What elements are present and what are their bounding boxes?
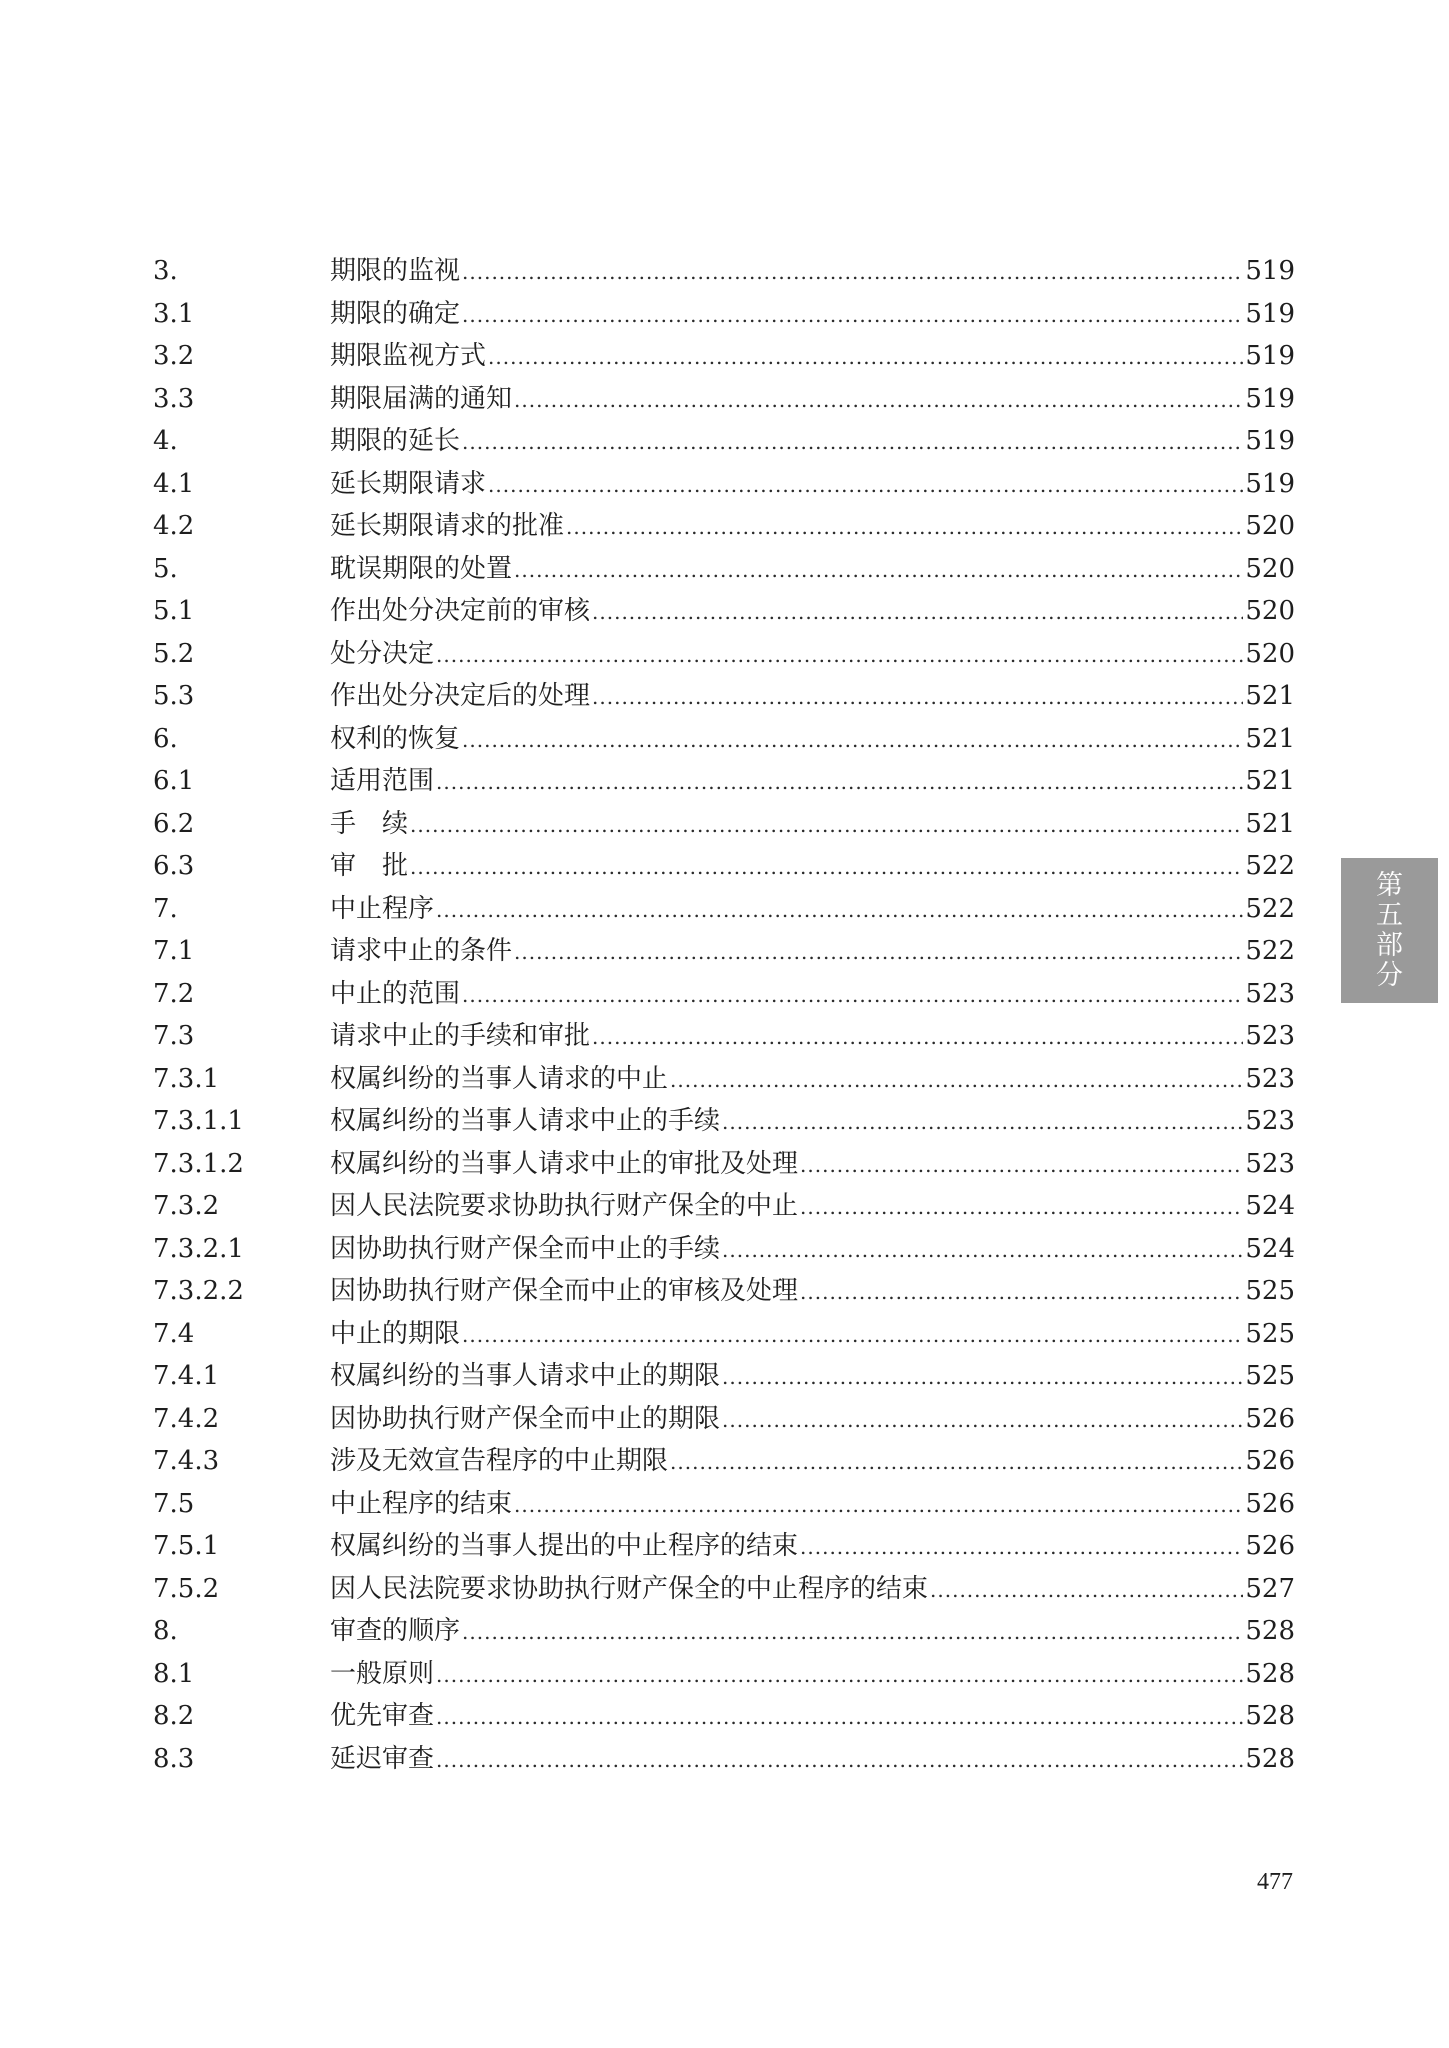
toc-entry-line [330,1653,1295,1697]
toc-entry-line [330,1568,1295,1612]
toc-entry-title: 审查的顺序 [330,1610,462,1653]
toc-entry-line [330,1483,1295,1527]
toc-entry-title: 权属纠纷的当事人请求中止的审批及处理 [330,1143,800,1186]
toc-entry[interactable] [0,1610,1449,1653]
toc-entry-line [330,420,1295,464]
toc-entry-page: 525 [1245,1361,1295,1391]
toc-entry-page: 524 [1245,1233,1295,1264]
toc-entry-line [330,1525,1295,1569]
toc-entry-number: 7.4.3 [153,1446,220,1476]
toc-entry-page: 523 [1245,1106,1295,1136]
toc-entry-line [330,888,1295,932]
toc-entry-number: 7.4.2 [153,1403,220,1434]
toc-entry[interactable] [0,845,1449,888]
toc-entry-number: 7. [153,893,178,924]
toc-entry-line [330,378,1295,422]
toc-dot-leader [514,931,1243,974]
toc-entry-number: 7.3.2 [153,1191,220,1221]
toc-entry[interactable] [0,1653,1449,1696]
toc-entry-number: 7.2 [153,978,195,1009]
toc-entry-page: 524 [1245,1191,1295,1221]
toc-entry-page: 521 [1245,723,1295,754]
table-of-contents [0,250,1449,1780]
toc-entry-title: 因协助执行财产保全而中止的审核及处理 [330,1270,800,1313]
toc-entry-page: 520 [1245,596,1295,626]
toc-entry[interactable] [0,1185,1449,1228]
toc-entry-line [330,1695,1295,1739]
toc-entry-line [330,1610,1295,1654]
toc-entry-line [330,1143,1295,1187]
toc-entry[interactable] [0,463,1449,506]
toc-entry-title: 权属纠纷的当事人请求中止的期限 [330,1355,722,1398]
toc-entry-page: 523 [1245,1063,1295,1094]
toc-dot-leader [722,1101,1243,1144]
toc-entry[interactable] [0,590,1449,633]
toc-entry-line [330,633,1295,677]
toc-entry-page: 528 [1245,1701,1295,1731]
toc-dot-leader [462,1314,1243,1357]
toc-entry-title: 期限监视方式 [330,335,488,378]
toc-entry-page: 522 [1245,936,1295,966]
section-side-tab [1341,858,1438,1003]
toc-entry-number: 5. [153,553,178,584]
toc-entry-title: 权属纠纷的当事人请求的中止 [330,1058,670,1101]
toc-entry-line [330,973,1295,1017]
toc-entry-number: 5.1 [153,596,195,626]
toc-entry-page: 523 [1245,1148,1295,1179]
toc-entry-line [330,1313,1295,1357]
toc-entry-page: 528 [1245,1616,1295,1646]
toc-entry[interactable] [0,973,1449,1016]
toc-entry-page: 525 [1245,1318,1295,1349]
toc-entry[interactable] [0,293,1449,336]
toc-dot-leader [410,846,1243,889]
toc-dot-leader [436,1739,1243,1782]
toc-entry[interactable] [0,505,1449,548]
toc-entry-line [330,1398,1295,1442]
toc-entry-line [330,1270,1295,1314]
toc-dot-leader [722,1356,1243,1399]
toc-entry[interactable] [0,803,1449,846]
toc-entry-page: 520 [1245,638,1295,669]
toc-dot-leader [800,1526,1243,1569]
toc-entry[interactable] [0,1228,1449,1271]
toc-entry-title: 权属纠纷的当事人提出的中止程序的结束 [330,1525,800,1568]
toc-entry-line [330,1228,1295,1272]
toc-entry-page: 528 [1245,1743,1295,1774]
toc-entry[interactable] [0,1738,1449,1781]
toc-entry-page: 526 [1245,1531,1295,1561]
toc-dot-leader [436,1654,1243,1697]
toc-entry-number: 7.4 [153,1318,195,1349]
toc-entry[interactable] [0,888,1449,931]
toc-entry[interactable] [0,1143,1449,1186]
toc-entry-number: 8.2 [153,1701,195,1731]
toc-entry-number: 8.3 [153,1743,195,1774]
toc-entry-title: 一般原则 [330,1653,436,1696]
toc-entry[interactable] [0,250,1449,293]
toc-entry-line [330,1355,1295,1399]
toc-entry-line [330,505,1295,549]
toc-dot-leader [462,974,1243,1017]
toc-entry-page: 526 [1245,1488,1295,1519]
toc-dot-leader [462,251,1243,294]
toc-entry-line [330,335,1295,379]
toc-entry-page: 526 [1245,1403,1295,1434]
toc-dot-leader [930,1569,1243,1612]
toc-entry-line [330,1185,1295,1229]
toc-dot-leader [488,464,1243,507]
toc-entry[interactable] [0,930,1449,973]
toc-entry-title: 手 续 [330,803,410,846]
toc-entry-title: 期限的延长 [330,420,462,463]
toc-entry-line [330,930,1295,974]
toc-entry-page: 520 [1245,511,1295,541]
toc-entry-page: 520 [1245,553,1295,584]
toc-entry-title: 处分决定 [330,633,436,676]
toc-entry-number: 5.2 [153,638,195,669]
toc-entry-line [330,845,1295,889]
toc-dot-leader [436,761,1243,804]
toc-entry-number: 5.3 [153,681,195,711]
toc-entry[interactable] [0,420,1449,463]
toc-entry-line [330,1058,1295,1102]
toc-entry-number: 3.2 [153,341,195,371]
toc-dot-leader [800,1144,1243,1187]
toc-dot-leader [410,804,1243,847]
toc-entry[interactable] [0,1398,1449,1441]
toc-dot-leader [800,1271,1243,1314]
toc-entry-title: 期限届满的通知 [330,378,514,421]
toc-dot-leader [722,1229,1243,1272]
toc-entry-title: 因协助执行财产保全而中止的手续 [330,1228,722,1271]
toc-dot-leader [670,1441,1243,1484]
toc-entry-page: 519 [1245,426,1295,456]
side-tab-char: 第 [1376,869,1403,901]
toc-entry-page: 519 [1245,383,1295,414]
toc-entry-number: 3.3 [153,383,195,414]
toc-entry[interactable] [0,1525,1449,1568]
toc-dot-leader [514,549,1243,592]
toc-entry-title: 作出处分决定前的审核 [330,590,592,633]
toc-entry-line [330,250,1295,294]
toc-entry-number: 7.5 [153,1488,195,1519]
toc-entry-page: 519 [1245,468,1295,499]
toc-entry-page: 525 [1245,1276,1295,1306]
toc-entry-page: 521 [1245,681,1295,711]
toc-entry-title: 作出处分决定后的处理 [330,675,592,718]
side-tab-char: 分 [1376,959,1403,991]
toc-entry-page: 523 [1245,978,1295,1009]
toc-entry[interactable] [0,1100,1449,1143]
toc-entry[interactable] [0,1440,1449,1483]
toc-entry[interactable] [0,1015,1449,1058]
toc-entry-title: 因人民法院要求协助执行财产保全的中止程序的结束 [330,1568,930,1611]
toc-entry-page: 527 [1245,1573,1295,1604]
toc-entry-number: 7.5.1 [153,1531,220,1561]
toc-entry[interactable] [0,675,1449,718]
toc-entry-number: 6.1 [153,766,195,796]
toc-dot-leader [514,379,1243,422]
toc-dot-leader [488,336,1243,379]
toc-entry-number: 7.4.1 [153,1361,220,1391]
toc-entry-line [330,760,1295,804]
toc-entry[interactable] [0,1483,1449,1526]
toc-entry[interactable] [0,378,1449,421]
toc-dot-leader [800,1186,1243,1229]
toc-entry-title: 因协助执行财产保全而中止的期限 [330,1398,722,1441]
toc-entry-line [330,590,1295,634]
toc-entry-line [330,803,1295,847]
toc-entry[interactable] [0,760,1449,803]
toc-dot-leader [462,719,1243,762]
toc-entry-title: 请求中止的手续和审批 [330,1015,592,1058]
toc-entry-title: 优先审查 [330,1695,436,1738]
toc-entry-number: 4.1 [153,468,195,499]
toc-entry-title: 中止程序的结束 [330,1483,514,1526]
toc-entry-number: 6.3 [153,851,195,881]
toc-dot-leader [436,634,1243,677]
toc-entry-page: 519 [1245,256,1295,286]
toc-entry[interactable] [0,1058,1449,1101]
toc-entry[interactable] [0,1270,1449,1313]
toc-entry-title: 延长期限请求 [330,463,488,506]
toc-dot-leader [566,506,1243,549]
toc-entry-page: 521 [1245,766,1295,796]
toc-entry[interactable] [0,1355,1449,1398]
toc-entry-number: 3. [153,256,178,286]
page-number: 477 [1257,1869,1293,1895]
toc-entry-number: 7.3.2.1 [153,1233,244,1264]
toc-entry-title: 审 批 [330,845,410,888]
toc-dot-leader [436,1696,1243,1739]
toc-entry-title: 中止的范围 [330,973,462,1016]
toc-dot-leader [462,294,1243,337]
toc-entry-number: 7.3.1.2 [153,1148,244,1179]
toc-entry-title: 请求中止的条件 [330,930,514,973]
toc-entry-title: 延长期限请求的批准 [330,505,566,548]
toc-entry[interactable] [0,1313,1449,1356]
toc-entry-page: 519 [1245,298,1295,329]
toc-entry-number: 7.3.2.2 [153,1276,244,1306]
toc-entry-page: 522 [1245,893,1295,924]
toc-entry[interactable] [0,633,1449,676]
toc-dot-leader [592,591,1243,634]
toc-entry-title: 耽误期限的处置 [330,548,514,591]
toc-entry[interactable] [0,548,1449,591]
toc-entry-page: 522 [1245,851,1295,881]
toc-entry-number: 6. [153,723,178,754]
toc-dot-leader [462,421,1243,464]
toc-entry-line [330,718,1295,762]
toc-entry-title: 权属纠纷的当事人请求中止的手续 [330,1100,722,1143]
toc-entry-line [330,1100,1295,1144]
toc-entry-number: 7.1 [153,936,195,966]
toc-entry-page: 528 [1245,1658,1295,1689]
side-tab-char: 部 [1376,929,1403,961]
toc-entry-number: 7.3.1.1 [153,1106,244,1136]
toc-entry-line [330,1015,1295,1059]
toc-dot-leader [670,1059,1243,1102]
toc-entry-number: 7.3.1 [153,1063,220,1094]
toc-entry-title: 期限的确定 [330,293,462,336]
toc-dot-leader [592,676,1243,719]
toc-entry[interactable] [0,1695,1449,1738]
toc-entry[interactable] [0,718,1449,761]
toc-dot-leader [514,1484,1243,1527]
toc-entry-page: 526 [1245,1446,1295,1476]
toc-entry-title: 适用范围 [330,760,436,803]
toc-entry-number: 6.2 [153,808,195,839]
toc-entry-number: 8.1 [153,1658,195,1689]
toc-entry-line [330,1440,1295,1484]
toc-entry-number: 4. [153,426,178,456]
toc-entry-title: 中止的期限 [330,1313,462,1356]
toc-entry-line [330,548,1295,592]
toc-entry-number: 4.2 [153,511,195,541]
toc-entry-page: 521 [1245,808,1295,839]
toc-entry-number: 8. [153,1616,178,1646]
toc-entry-title: 延迟审查 [330,1738,436,1781]
toc-entry-title: 期限的监视 [330,250,462,293]
toc-entry-line [330,675,1295,719]
toc-entry-page: 519 [1245,341,1295,371]
toc-entry-number: 7.3 [153,1021,195,1051]
toc-entry-title: 权利的恢复 [330,718,462,761]
toc-dot-leader [436,889,1243,932]
toc-entry-number: 3.1 [153,298,195,329]
side-tab-char: 五 [1376,899,1403,931]
toc-entry-title: 因人民法院要求协助执行财产保全的中止 [330,1185,800,1228]
toc-entry-number: 7.5.2 [153,1573,220,1604]
toc-entry-line [330,1738,1295,1782]
toc-entry-line [330,463,1295,507]
toc-entry-line [330,293,1295,337]
toc-entry-page: 523 [1245,1021,1295,1051]
toc-entry[interactable] [0,1568,1449,1611]
toc-dot-leader [722,1399,1243,1442]
toc-dot-leader [462,1611,1243,1654]
toc-entry-title: 中止程序 [330,888,436,931]
toc-entry[interactable] [0,335,1449,378]
toc-dot-leader [592,1016,1243,1059]
toc-entry-title: 涉及无效宣告程序的中止期限 [330,1440,670,1483]
